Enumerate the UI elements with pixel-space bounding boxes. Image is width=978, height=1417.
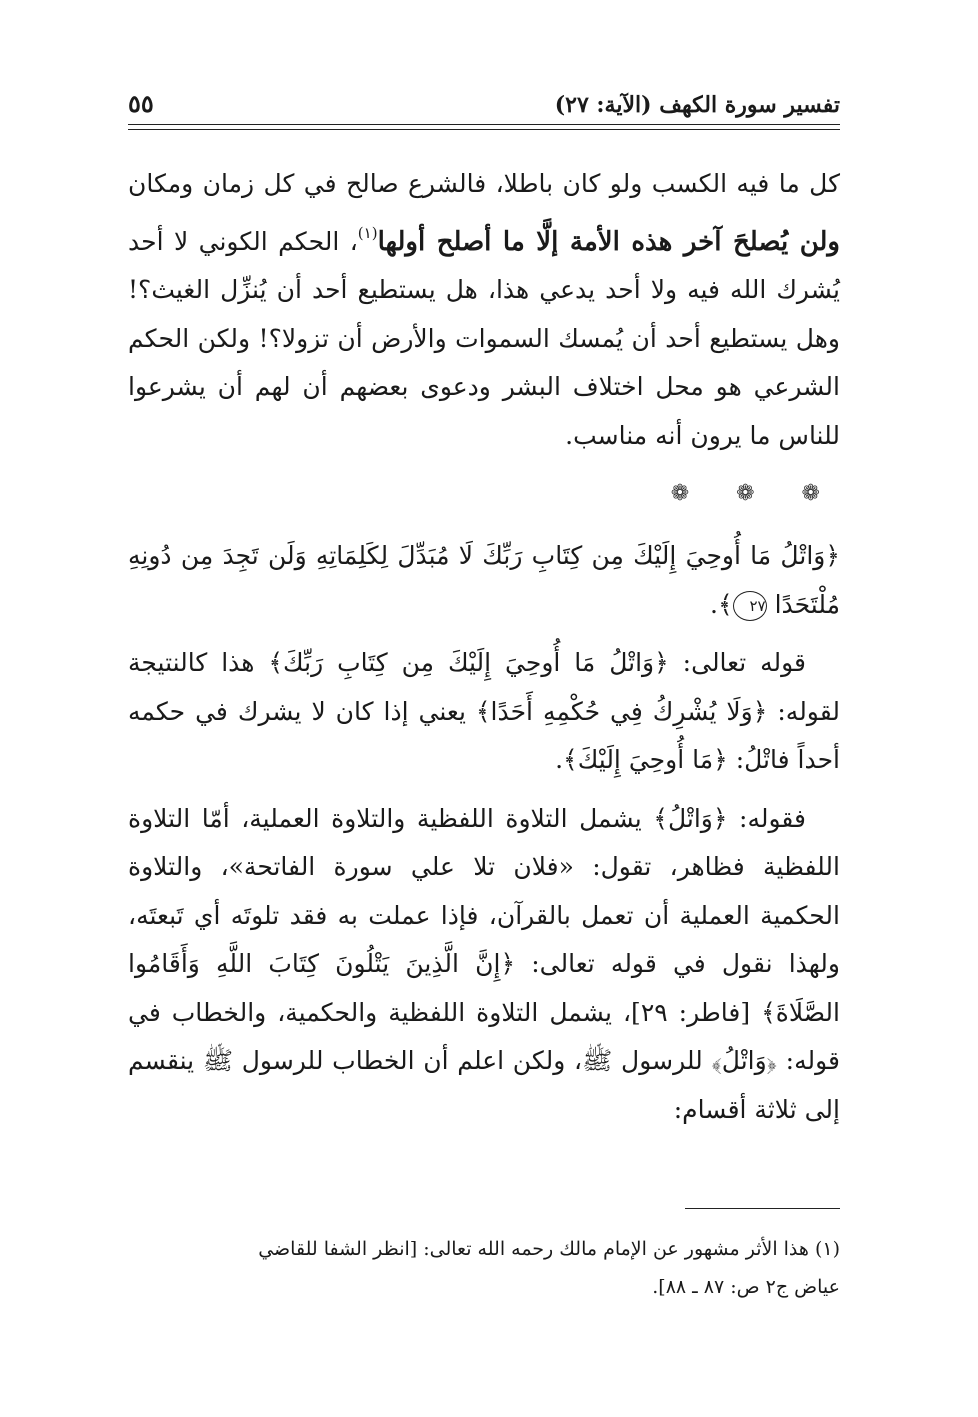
section-separator: ❁ ❁ ❁ (670, 481, 840, 506)
header-rule-thin (128, 129, 840, 130)
paragraph-1 (128, 160, 840, 460)
paragraph-3: فقوله: ﴿وَاتْلُ﴾ يشمل التلاوة اللفظية والتلاوة العملية، أمّا التلاوة اللفظية فظاهر، تقول: «فلان تلا علي سورة الفاتحة»، والتلاوة الحكمية العملية أن تعمل بالقرآن، فإذا عملت به فقد تلوتَه أي تَبعتَه، ولهذا نقول في قوله تعالى: ﴿إِنَّ الَّذِينَ يَتْلُونَ كِتَابَ اللَّهِ وَأَقَامُوا الصَّلَاةَ﴾ [فاطر: ٢٩]، يشمل التلاوة اللفظية والحكمية، والخطاب في قوله: ﴿وَاتْلُ﴾ للرسول ﷺ، ولكن اعلم أن الخطاب للرسول ﷺ ينقسم إلى ثلاثة أقسام: (128, 803, 840, 1124)
footnote-line-2: عياض ج٢ ص: ٨٧ ـ ٨٨]. (652, 1276, 840, 1298)
footnote-reference: (١) (357, 223, 378, 242)
paragraph-1-bold-quote: ولن يُصلحَ آخر هذه الأمة إلَّا ما أصلح أولها (377, 226, 840, 257)
page-header (128, 84, 840, 118)
footnote-rule (685, 1208, 840, 1209)
quran-verse (128, 532, 840, 629)
verse-end: ﴾. (710, 589, 733, 619)
spacer (128, 785, 840, 795)
spacer (128, 629, 840, 639)
footnote-line-1: (١) هذا الأثر مشهور عن الإمام مالك رحمه الله تعالى: [انظر الشفا للقاضي (258, 1238, 840, 1260)
ayah-number-badge: ٢٧ (733, 591, 767, 621)
footnote (128, 1230, 840, 1306)
page-body (128, 160, 840, 1134)
paragraph-2: قوله تعالى: ﴿وَاتْلُ مَا أُوحِيَ إِلَيْكَ مِن كِتَابِ رَبِّكَ﴾ هذا كالنتيجة لقوله: ﴿وَلَا يُشْرِكُ فِي حُكْمِهِ أَحَدًا﴾ يعني إذا كان لا يشرك في حكمه أحداً فاتْلُ: ﴿مَا أُوحِيَ إِلَيْكَ﴾. (128, 648, 840, 774)
header-rule (128, 124, 840, 125)
page-number: ٥٥ (128, 89, 154, 118)
running-title: تفسير سورة الكهف (الآية: ٢٧) (554, 92, 840, 118)
paragraph-1-text-a: كل ما فيه الكسب ولو كان باطلا، فالشرع صالح في كل زمان ومكان (128, 169, 840, 198)
paragraph-1-text-b: ، الحكم الكوني لا أحد يُشرك الله فيه ولا أحد يدعي هذا، هل يستطيع أحد أن يُنزِّل الغيث؟! وهل يستطيع أحد أن يُمسك السموات والأرض أن تزولا؟! ولكن الحكم الشرعي هو محل اختلاف البشر ودعوى بعضهم أن لهم أن يشرعوا للناس ما يرون أنه مناسب. (128, 226, 840, 450)
verse-text: ﴿وَاتْلُ مَا أُوحِيَ إِلَيْكَ مِن كِتَابِ رَبِّكَ لَا مُبَدِّلَ لِكَلِمَاتِهِ وَلَن تَجِدَ مِن دُونِهِ مُلْتَحَدًا (128, 541, 840, 619)
